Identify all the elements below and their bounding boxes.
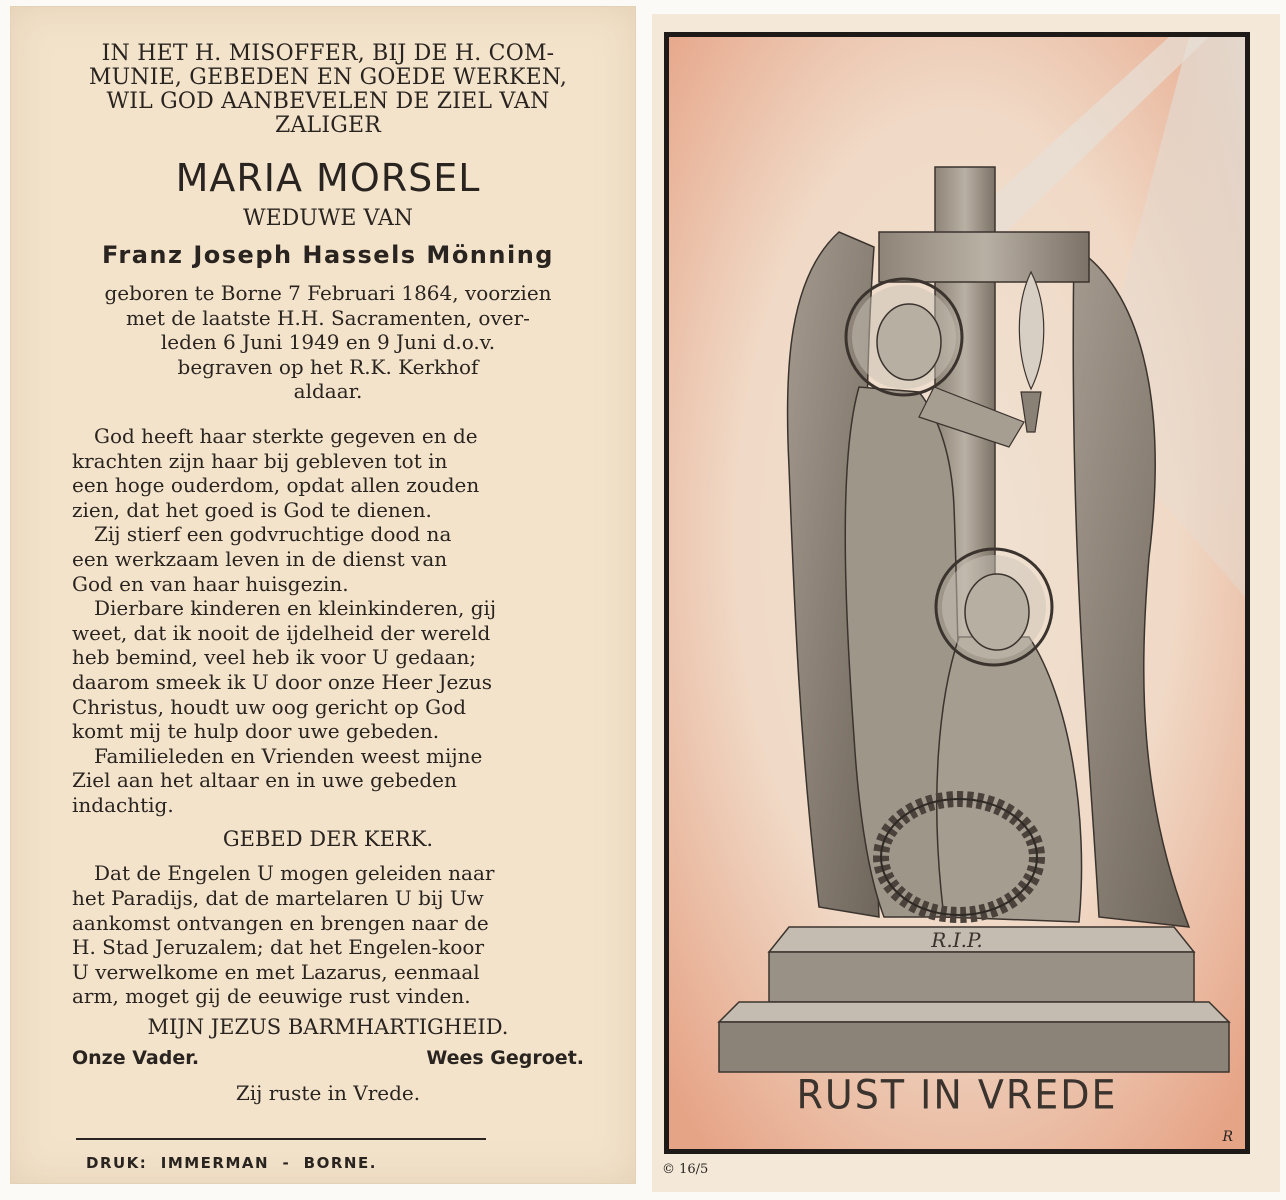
onze-vader: Onze Vader. [72,1047,200,1070]
rest-in-peace-line: Zij ruste in Vrede. [235,1081,421,1106]
angel-monument-illustration [669,37,1245,1149]
para-line: Zij stierf een godvruchtige dood na [94,522,452,547]
para-line: God heeft haar sterkte gegeven en de [94,423,478,448]
husband-name: Franz Joseph Hassels Mönning [102,241,554,269]
para-line: krachten zijn haar bij gebleven tot in [72,448,448,473]
intro-line: MUNIE, GEBEDEN EN GOEDE WERKEN, [88,65,568,90]
deceased-name: MARIA MORSEL [175,156,481,200]
intro-line: WIL GOD AANBEVELEN DE ZIEL VAN [106,89,550,114]
church-prayer [72,861,584,1009]
rust-in-vrede-caption: RUST IN VREDE [796,1071,1118,1119]
birth-death-details [72,281,584,404]
para-line: Christus, houdt uw oog gericht op God [72,694,466,719]
copyright-mark: © 16/5 [662,1162,709,1177]
artist-monogram: R [1222,1129,1233,1145]
birth-line: met de laatste H.H. Sacramenten, over- [126,305,530,330]
para-line: weet, dat ik nooit de ijdelheid der wereld [72,620,491,645]
divider-rule [76,1138,486,1140]
para-line: heb bemind, veel heb ik voor U gedaan; [72,645,477,670]
intro-line: ZALIGER [274,113,382,138]
illustration-frame [664,32,1250,1154]
para-line: God en van haar huisgezin. [72,571,349,596]
para-line: Dierbare kinderen en kleinkinderen, gij [94,596,497,621]
para-line: Ziel aan het altaar en in uwe gebeden [72,768,457,793]
card-text-block [72,42,584,1105]
invocation: MIJN JEZUS BARMHARTIGHEID. [147,1015,509,1040]
para-line: daarom smeek ik U door onze Heer Jezus [72,669,493,694]
widow-of-label: WEDUWE VAN [242,206,414,231]
prayer-heading: GEBED DER KERK. [222,827,434,852]
printer-credit: DRUK: IMMERMAN - BORNE. [86,1154,377,1172]
memorial-card-text-side [10,6,636,1184]
paragraph-family [72,744,584,818]
para-line: indachtig. [72,792,174,817]
rip-inscription: R.I.P. [931,928,983,952]
prayer-names [72,1047,584,1069]
prayer-line: H. Stad Jeruzalem; dat het Engelen-koor [72,935,485,960]
prayer-line: het Paradijs, dat de martelaren U bij Uw [72,886,484,911]
prayer-line: U verwelkome en met Lazarus, eenmaal [72,959,480,984]
intro-line: IN HET H. MISOFFER, BIJ DE H. COM- [101,41,555,66]
intro-text [72,42,584,138]
paragraph-children [72,596,584,744]
prayer-line: aankomst ontvangen en brengen naar de [72,910,489,935]
memorial-card-image-side [652,14,1280,1192]
para-line: een hoge ouderdom, opdat allen zouden [72,473,480,498]
para-line: komt mij te hulp door uwe gebeden. [72,719,440,744]
para-line: een werkzaam leven in de dienst van [72,546,448,571]
prayer-line: arm, moget gij de eeuwige rust vinden. [72,984,471,1009]
paragraph-death [72,522,584,596]
wees-gegroet: Wees Gegroet. [426,1047,584,1070]
birth-line: begraven op het R.K. Kerkhof [177,354,479,379]
birth-line: geboren te Borne 7 Februari 1864, voorzien [104,281,552,305]
prayer-line: Dat de Engelen U mogen geleiden naar [94,861,495,886]
para-line: zien, dat het goed is God te dienen. [72,497,432,522]
birth-line: aldaar. [293,379,363,404]
paragraph-strength [72,424,584,522]
birth-line: leden 6 Juni 1949 en 9 Juni d.o.v. [160,330,496,355]
para-line: Familieleden en Vrienden weest mijne [94,743,483,768]
